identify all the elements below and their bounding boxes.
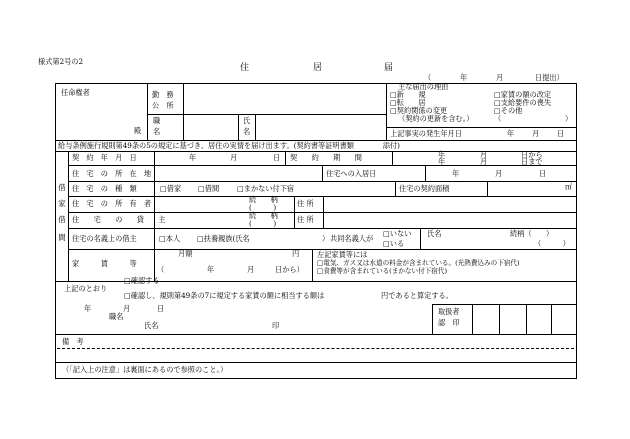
- includes-utilities[interactable]: □電気、ガス又は水道の料金が含まれている。(光熱費込みの下宿代): [317, 259, 520, 267]
- contract-term-label: 契 約 期 間: [290, 153, 362, 162]
- type-boarding[interactable]: □まかない付下宿: [237, 184, 295, 193]
- remarks-label: 備 考: [62, 337, 84, 346]
- tenant-self[interactable]: □本人: [159, 234, 181, 243]
- title-char-2: 居: [313, 63, 323, 73]
- reason-move[interactable]: □転 居: [390, 98, 426, 107]
- address-label: 住 宅 の 所 在 地: [72, 169, 152, 178]
- tenant-dependent[interactable]: □扶養親族(氏名: [197, 234, 250, 243]
- declaration-text: 給与条例施行規則第49条の5の規定に基づき、居住の実情を届け出ます。(契約書等証明書類 添付): [58, 141, 400, 150]
- appointing-authority-label: 任命権者: [61, 88, 90, 97]
- move-in-label: 住宅への入居日: [326, 169, 377, 178]
- name-label-2: 名: [243, 127, 251, 136]
- housing-type-label: 住 宅 の 種 類: [72, 184, 137, 193]
- co-tenant-exists[interactable]: □いる: [383, 239, 405, 248]
- lessor-label: 住 宅 の 貸 主: [72, 215, 166, 224]
- confirm-check[interactable]: □確認する: [124, 276, 160, 285]
- name-label-1: 氏: [243, 116, 251, 125]
- title-char-3: 届: [384, 63, 394, 73]
- reason-rent-change[interactable]: □家賃の額の改定: [494, 90, 552, 99]
- reason-contract-change[interactable]: □契約関係の変更: [390, 106, 448, 115]
- confirm-amount-check[interactable]: □確認し、規則第49条の7に規定する家賃の額に相当する額は: [124, 291, 325, 300]
- owner-label: 住 宅 の 所 有 者: [72, 199, 152, 208]
- includes-meals[interactable]: □食費等が含まれている(まかない付下宿代): [317, 267, 448, 275]
- job-label-2: 名: [153, 127, 161, 136]
- page: 様式第2号の2 住 居 届 （ 年 月 日提出） 任命権者 勤 務 公 所 殿 職 名 氏 名 主な届出の理由 □新 規 □家賃の額の改定 □転 居 □支給要件の喪失 □契約関係の変更 □その他 （契約の更新を含む。） （ ） 上記事実の発生年月日 年 月 日 給与条例施行規則第49条の5の規定に基づき、居住の実情を届け出ます。(契約書等証明書類 添付) 借 家 借 間 契 約 年 月 日 年 月 日 契 約 期 間 年 月 日から 年 月 日まで 住 宅 の 所 在 地 住宅への入居日 年 月 日 住 宅 の 種 類 □借家 □借間 □まかない付下宿 住宅の契約面積 ㎡ 住 宅 の 所 有 者 続 柄 ( ) 住 所 住 宅 の 貸 主 続 柄 ( ) 住 所 住宅の名義上の借主 □本人 □扶養親族(氏名 ） 共同名義人が □いない □いる 氏名 続柄（ ） （ ） 家 賃 等 月額 円 （ 年 月 日から） 左記家賃等には □電気、ガス又は水道の料金が含まれている。(光熱費込みの下宿代) □食費等が含まれている(まかない付下宿代) 上記のとおり □確認する □確認し、規則第49条の7に規定する家賃の額に相当する額は 円であると算定する。 年 月 日 職名 氏名 印 取扱者 認 印 備 考 （「記入上の注意」は裏面にあるので参照のこと。）: [0, 0, 630, 439]
- reason-other-open: （: [494, 114, 502, 123]
- co-tenant-none[interactable]: □いない: [383, 229, 412, 238]
- reason-renewal-note: （契約の更新を含む。）: [398, 114, 474, 123]
- form-number: 様式第2号の2: [38, 57, 84, 66]
- area-unit: ㎡: [565, 182, 573, 191]
- dono-label: 殿: [134, 126, 142, 135]
- note-text: （「記入上の注意」は裏面にあるので参照のこと。）: [62, 365, 228, 374]
- workplace-label-1: 勤 務: [152, 90, 174, 99]
- reasons-header: 主な届出の理由: [398, 82, 449, 91]
- reason-other-close: ）: [565, 114, 573, 123]
- tenant-label: 住宅の名義上の借主: [72, 234, 137, 243]
- reason-other[interactable]: □その他: [494, 106, 523, 115]
- type-rented-room[interactable]: □借間: [198, 184, 220, 193]
- job-label-1: 職: [153, 116, 161, 125]
- reason-requirement-lost[interactable]: □支給要件の喪失: [494, 98, 552, 107]
- workplace-label-2: 公 所: [152, 101, 174, 110]
- event-date-label: 上記事実の発生年月日: [390, 129, 462, 138]
- rent-label: 家 賃 等: [72, 259, 137, 268]
- co-tenant-label: 共同名義人が: [330, 234, 374, 243]
- seal-mark: 印: [272, 321, 280, 330]
- type-rented-house[interactable]: □借家: [160, 184, 182, 193]
- title-char-1: 住: [240, 63, 250, 73]
- contract-area-label: 住宅の契約面積: [399, 184, 450, 193]
- contract-date-label: 契 約 年 月 日: [72, 153, 137, 162]
- reason-new[interactable]: □新 規: [390, 90, 426, 99]
